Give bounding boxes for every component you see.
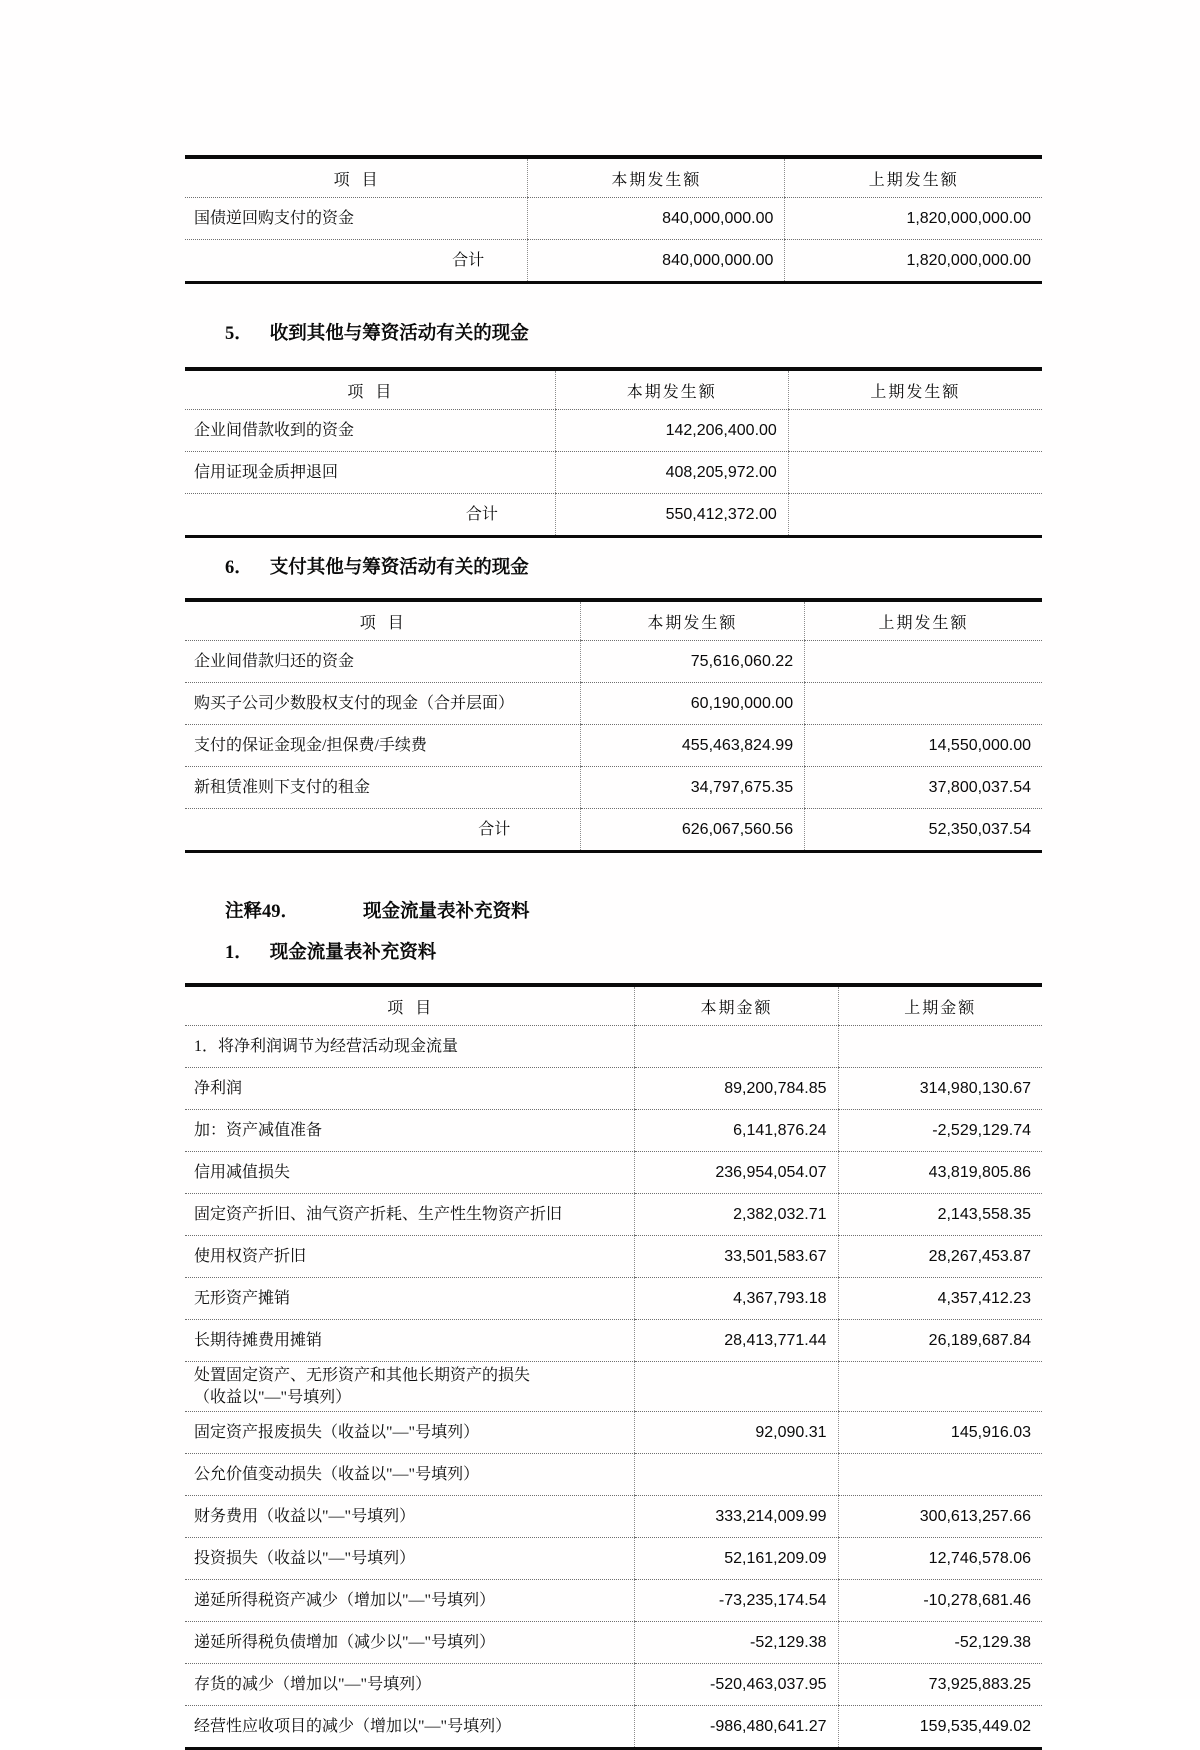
column-header: 本期金额 [635,985,838,1026]
cell-item-label: 净利润 [185,1068,635,1110]
header-row [185,985,1042,1026]
cell-current-amount: -73,235,174.54 [635,1580,838,1622]
cell-current-amount: 840,000,000.00 [528,198,785,240]
table-row [185,683,1042,725]
document-content [185,155,1042,1750]
cell-prior-amount: -2,529,129.74 [838,1110,1042,1152]
header-row [185,369,1042,410]
cell-item-label: 长期待摊费用摊销 [185,1320,635,1362]
cell-current-amount: 60,190,000.00 [580,683,805,725]
cell-item-label: 存货的减少（增加以"—"号填列） [185,1664,635,1706]
table-row [185,1664,1042,1706]
cell-prior-amount: 2,143,558.35 [838,1194,1042,1236]
section-6-title: 支付其他与筹资活动有关的现金 [269,558,529,578]
cell-prior-amount: 43,819,805.86 [838,1152,1042,1194]
cell-item-label: 无形资产摊销 [185,1278,635,1320]
cell-current-amount: 52,161,209.09 [635,1538,838,1580]
cell-current-amount: 626,067,560.56 [580,809,805,852]
cell-current-amount: 142,206,400.00 [555,410,788,452]
received-other-financing-table [185,367,1042,538]
cell-prior-amount [805,641,1042,683]
cell-current-amount: 34,797,675.35 [580,767,805,809]
cell-current-amount: 6,141,876.24 [635,1110,838,1152]
cell-prior-amount: 4,357,412.23 [838,1278,1042,1320]
table-row [185,767,1042,809]
cell-prior-amount: 159,535,449.02 [838,1706,1042,1749]
table-row [185,1152,1042,1194]
table-row [185,494,1042,537]
repurchase-payments-table [185,155,1042,284]
table-row [185,1110,1042,1152]
column-header: 项目 [185,985,635,1026]
cell-item-label: 加：资产减值准备 [185,1110,635,1152]
section-6-number: 6． [225,558,253,578]
cell-item-label: 新租赁准则下支付的租金 [185,767,580,809]
cell-item-label: 国债逆回购支付的资金 [185,198,528,240]
cell-item-label: 信用减值损失 [185,1152,635,1194]
section-5-heading [225,321,1042,347]
table-row [185,452,1042,494]
cell-prior-amount [838,1026,1042,1068]
cell-current-amount: 89,200,784.85 [635,1068,838,1110]
cell-prior-amount: 12,746,578.06 [838,1538,1042,1580]
cell-current-amount: 333,214,009.99 [635,1496,838,1538]
cell-item-label: 使用权资产折旧 [185,1236,635,1278]
cash-flow-supplement-table [185,983,1042,1750]
table-row [185,1622,1042,1664]
cell-prior-amount: 73,925,883.25 [838,1664,1042,1706]
cell-current-amount: -986,480,641.27 [635,1706,838,1749]
cell-item-label: 处置固定资产、无形资产和其他长期资产的损失 （收益以"—"号填列） [185,1362,635,1412]
column-header: 本期发生额 [580,600,805,641]
cell-prior-amount: 1,820,000,000.00 [785,198,1042,240]
note-49-number: 注释49． [225,902,300,922]
cell-current-amount: 28,413,771.44 [635,1320,838,1362]
column-header: 项目 [185,600,580,641]
table-row [185,240,1042,283]
cell-current-amount: 408,205,972.00 [555,452,788,494]
column-header: 本期发生额 [555,369,788,410]
cell-prior-amount [838,1362,1042,1412]
cell-current-amount [635,1026,838,1068]
paid-other-financing-table [185,598,1042,853]
cell-prior-amount: 37,800,037.54 [805,767,1042,809]
cell-prior-amount: 145,916.03 [838,1412,1042,1454]
cell-current-amount: 4,367,793.18 [635,1278,838,1320]
cell-prior-amount: -52,129.38 [838,1622,1042,1664]
cell-prior-amount [805,683,1042,725]
table-row [185,1706,1042,1749]
cell-item-label: 购买子公司少数股权支付的现金（合并层面） [185,683,580,725]
table-row [185,1580,1042,1622]
cell-item-label: 合计 [465,505,498,523]
table-row [185,1454,1042,1496]
note-49-heading [225,899,1042,925]
table-row [185,1362,1042,1412]
cell-prior-amount: 300,613,257.66 [838,1496,1042,1538]
column-header: 项目 [185,157,528,198]
cell-prior-amount: 26,189,687.84 [838,1320,1042,1362]
column-header: 上期发生额 [805,600,1042,641]
cell-current-amount: 236,954,054.07 [635,1152,838,1194]
cell-item-label: 公允价值变动损失（收益以"—"号填列） [185,1454,635,1496]
cell-item-label: 信用证现金质押退回 [185,452,555,494]
cell-current-amount: 2,382,032.71 [635,1194,838,1236]
section-5-number: 5． [225,324,253,344]
cell-current-amount: -52,129.38 [635,1622,838,1664]
cell-prior-amount: 52,350,037.54 [805,809,1042,852]
table-row [185,1236,1042,1278]
subsection-1-heading [225,940,1042,966]
cell-prior-amount: 1,820,000,000.00 [785,240,1042,283]
cell-prior-amount: 28,267,453.87 [838,1236,1042,1278]
column-header: 上期发生额 [785,157,1042,198]
table-row [185,410,1042,452]
cell-current-amount: 33,501,583.67 [635,1236,838,1278]
section-5-title: 收到其他与筹资活动有关的现金 [269,324,529,344]
table-row [185,1412,1042,1454]
cell-current-amount: 455,463,824.99 [580,725,805,767]
cell-prior-amount: 14,550,000.00 [805,725,1042,767]
cell-prior-amount [788,410,1042,452]
section-6-heading [225,555,1042,581]
note-49-title: 现金流量表补充资料 [363,902,530,922]
table-row [185,1538,1042,1580]
column-header: 项目 [185,369,555,410]
table-row [185,725,1042,767]
cell-item-label: 企业间借款归还的资金 [185,641,580,683]
header-row [185,600,1042,641]
cell-item-label: 合计 [452,251,485,269]
table-row [185,809,1042,852]
header-row [185,157,1042,198]
column-header: 上期金额 [838,985,1042,1026]
cell-prior-amount: 314,980,130.67 [838,1068,1042,1110]
cell-item-label: 支付的保证金现金/担保费/手续费 [185,725,580,767]
subsection-1-number: 1． [225,943,253,963]
cell-item-label: 递延所得税资产减少（增加以"—"号填列） [185,1580,635,1622]
cell-item-label: 固定资产折旧、油气资产折耗、生产性生物资产折旧 [185,1194,635,1236]
cell-item-label: 企业间借款收到的资金 [185,410,555,452]
cell-current-amount: 840,000,000.00 [528,240,785,283]
cell-item-label: 投资损失（收益以"—"号填列） [185,1538,635,1580]
cell-current-amount: 75,616,060.22 [580,641,805,683]
column-header: 上期发生额 [788,369,1042,410]
cell-current-amount: 92,090.31 [635,1412,838,1454]
cell-item-label: 固定资产报废损失（收益以"—"号填列） [185,1412,635,1454]
table-row [185,1278,1042,1320]
subsection-1-title: 现金流量表补充资料 [269,943,437,963]
table-row [185,198,1042,240]
cell-item-label: 经营性应收项目的减少（增加以"—"号填列） [194,1717,512,1735]
cell-item-label: 合计 [478,820,511,838]
cell-item-label: 财务费用（收益以"—"号填列） [185,1496,635,1538]
cell-current-amount: 550,412,372.00 [555,494,788,537]
cell-item-label: 递延所得税负债增加（减少以"—"号填列） [185,1622,635,1664]
table-row [185,1194,1042,1236]
table-row [185,1496,1042,1538]
cell-current-amount [635,1454,838,1496]
table-row [185,641,1042,683]
cell-current-amount [635,1362,838,1412]
cell-prior-amount [788,452,1042,494]
column-header: 本期发生额 [528,157,785,198]
table-row [185,1320,1042,1362]
cell-current-amount: -520,463,037.95 [635,1664,838,1706]
table-row [185,1026,1042,1068]
table-row [185,1068,1042,1110]
cell-prior-amount [838,1454,1042,1496]
cell-item-label: 1．将净利润调节为经营活动现金流量 [185,1026,635,1068]
cell-prior-amount [788,494,1042,537]
cell-prior-amount: -10,278,681.46 [838,1580,1042,1622]
